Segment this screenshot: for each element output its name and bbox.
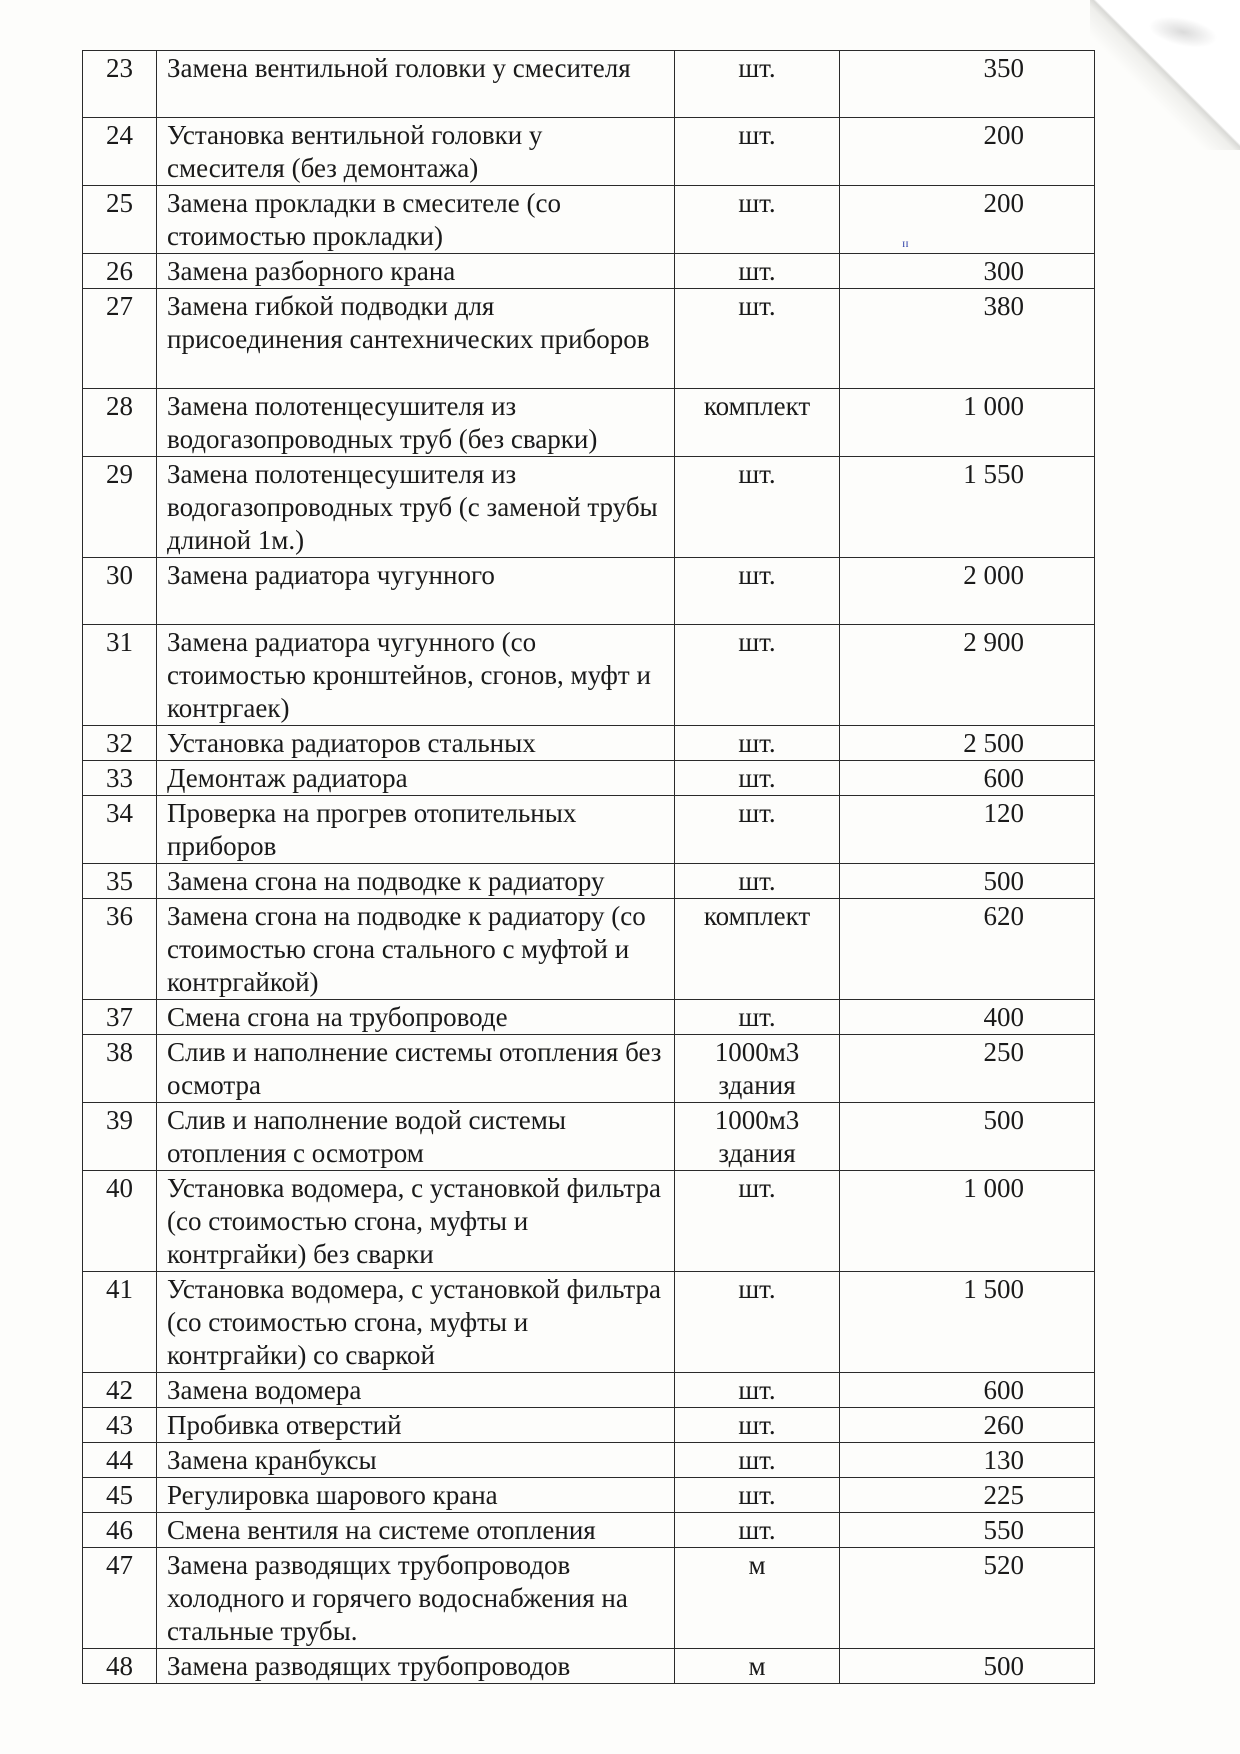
price: 500	[840, 1103, 1095, 1171]
price: 520	[840, 1548, 1095, 1649]
table-row	[83, 1649, 1095, 1684]
table-row	[83, 51, 1095, 118]
row-number: 40	[83, 1171, 157, 1272]
service-name: Слив и наполнение водой системы отопления с осмотром	[157, 1103, 675, 1171]
table-row	[83, 1103, 1095, 1171]
service-name: Замена разборного крана	[157, 254, 675, 289]
service-name: Замена радиатора чугунного (со стоимостью кронштейнов, сгонов, муфт и контргаек)	[157, 625, 675, 726]
service-name: Замена водомера	[157, 1373, 675, 1408]
unit-of-measure: комплект	[675, 389, 840, 457]
price: 350	[840, 51, 1095, 118]
table-row	[83, 1478, 1095, 1513]
row-number: 42	[83, 1373, 157, 1408]
unit-of-measure: 1000м3 здания	[675, 1103, 840, 1171]
service-name: Замена сгона на подводке к радиатору	[157, 864, 675, 899]
price: 600	[840, 761, 1095, 796]
ink-speck: ɪɪ	[902, 236, 909, 250]
unit-of-measure: шт.	[675, 1443, 840, 1478]
unit-of-measure: шт.	[675, 457, 840, 558]
row-number: 35	[83, 864, 157, 899]
service-name: Установка водомера, с установкой фильтра (со стоимостью сгона, муфты и контргайки) без сварки	[157, 1171, 675, 1272]
service-name: Установка радиаторов стальных	[157, 726, 675, 761]
price: 400	[840, 1000, 1095, 1035]
unit-of-measure: шт.	[675, 625, 840, 726]
unit-of-measure: шт.	[675, 1478, 840, 1513]
row-number: 31	[83, 625, 157, 726]
price-list-body	[83, 51, 1095, 1684]
table-row	[83, 389, 1095, 457]
table-row	[83, 1272, 1095, 1373]
row-number: 33	[83, 761, 157, 796]
row-number: 47	[83, 1548, 157, 1649]
price: 130	[840, 1443, 1095, 1478]
table-row	[83, 186, 1095, 254]
row-number: 32	[83, 726, 157, 761]
price-list-table	[82, 50, 1095, 1684]
service-name: Регулировка шарового крана	[157, 1478, 675, 1513]
table-row	[83, 625, 1095, 726]
service-name: Установка водомера, с установкой фильтра (со стоимостью сгона, муфты и контргайки) со сваркой	[157, 1272, 675, 1373]
table-row	[83, 254, 1095, 289]
price: 550	[840, 1513, 1095, 1548]
row-number: 38	[83, 1035, 157, 1103]
unit-of-measure: шт.	[675, 186, 840, 254]
service-name: Замена кранбуксы	[157, 1443, 675, 1478]
table-row	[83, 761, 1095, 796]
unit-of-measure: комплект	[675, 899, 840, 1000]
row-number: 24	[83, 118, 157, 186]
price: 2 900	[840, 625, 1095, 726]
folded-page-corner	[1090, 0, 1240, 150]
unit-of-measure: шт.	[675, 864, 840, 899]
unit-of-measure: шт.	[675, 558, 840, 625]
price: 1 550	[840, 457, 1095, 558]
service-name: Замена сгона на подводке к радиатору (со стоимостью сгона стального с муфтой и контргайкой)	[157, 899, 675, 1000]
unit-of-measure: шт.	[675, 289, 840, 389]
service-name: Смена сгона на трубопроводе	[157, 1000, 675, 1035]
unit-of-measure: шт.	[675, 1272, 840, 1373]
row-number: 36	[83, 899, 157, 1000]
table-row	[83, 899, 1095, 1000]
table-row	[83, 1373, 1095, 1408]
price: 225	[840, 1478, 1095, 1513]
price: 250	[840, 1035, 1095, 1103]
table-row	[83, 289, 1095, 389]
unit-of-measure: шт.	[675, 1408, 840, 1443]
row-number: 28	[83, 389, 157, 457]
price: 600	[840, 1373, 1095, 1408]
unit-of-measure: шт.	[675, 1373, 840, 1408]
price: 200	[840, 186, 1095, 254]
price: 2 000	[840, 558, 1095, 625]
table-row	[83, 457, 1095, 558]
service-name: Замена гибкой подводки для присоединения сантехнических приборов	[157, 289, 675, 389]
service-name: Демонтаж радиатора	[157, 761, 675, 796]
price: 380	[840, 289, 1095, 389]
row-number: 27	[83, 289, 157, 389]
price: 300	[840, 254, 1095, 289]
price: 500	[840, 1649, 1095, 1684]
price: 1 000	[840, 389, 1095, 457]
unit-of-measure: шт.	[675, 1171, 840, 1272]
row-number: 37	[83, 1000, 157, 1035]
table-row	[83, 726, 1095, 761]
service-name: Замена разводящих трубопроводов	[157, 1649, 675, 1684]
service-name: Замена разводящих трубопроводов холодного и горячего водоснабжения на стальные трубы.	[157, 1548, 675, 1649]
row-number: 25	[83, 186, 157, 254]
price: 120	[840, 796, 1095, 864]
unit-of-measure: 1000м3 здания	[675, 1035, 840, 1103]
row-number: 29	[83, 457, 157, 558]
table-row	[83, 118, 1095, 186]
service-name: Замена полотенцесушителя из водогазопроводных труб (без сварки)	[157, 389, 675, 457]
service-name: Замена полотенцесушителя из водогазопроводных труб (с заменой трубы длиной 1м.)	[157, 457, 675, 558]
row-number: 34	[83, 796, 157, 864]
unit-of-measure: м	[675, 1548, 840, 1649]
service-name: Замена вентильной головки у смесителя	[157, 51, 675, 118]
row-number: 43	[83, 1408, 157, 1443]
service-name: Слив и наполнение системы отопления без осмотра	[157, 1035, 675, 1103]
row-number: 46	[83, 1513, 157, 1548]
row-number: 39	[83, 1103, 157, 1171]
unit-of-measure: шт.	[675, 118, 840, 186]
unit-of-measure: шт.	[675, 1513, 840, 1548]
row-number: 48	[83, 1649, 157, 1684]
price: 1 500	[840, 1272, 1095, 1373]
row-number: 23	[83, 51, 157, 118]
price: 260	[840, 1408, 1095, 1443]
price: 620	[840, 899, 1095, 1000]
price: 1 000	[840, 1171, 1095, 1272]
table-row	[83, 1035, 1095, 1103]
table-row	[83, 1408, 1095, 1443]
table-row	[83, 1171, 1095, 1272]
table-row	[83, 1443, 1095, 1478]
table-row	[83, 1513, 1095, 1548]
row-number: 45	[83, 1478, 157, 1513]
unit-of-measure: шт.	[675, 726, 840, 761]
service-name: Смена вентиля на системе отопления	[157, 1513, 675, 1548]
unit-of-measure: шт.	[675, 51, 840, 118]
row-number: 41	[83, 1272, 157, 1373]
row-number: 44	[83, 1443, 157, 1478]
table-row	[83, 1000, 1095, 1035]
row-number: 26	[83, 254, 157, 289]
price: 200	[840, 118, 1095, 186]
table-row	[83, 558, 1095, 625]
table-row	[83, 1548, 1095, 1649]
service-name: Замена радиатора чугунного	[157, 558, 675, 625]
table-row	[83, 796, 1095, 864]
unit-of-measure: шт.	[675, 796, 840, 864]
table-row	[83, 864, 1095, 899]
service-name: Установка вентильной головки у смесителя (без демонтажа)	[157, 118, 675, 186]
unit-of-measure: шт.	[675, 761, 840, 796]
unit-of-measure: шт.	[675, 254, 840, 289]
price: 2 500	[840, 726, 1095, 761]
unit-of-measure: м	[675, 1649, 840, 1684]
service-name: Пробивка отверстий	[157, 1408, 675, 1443]
row-number: 30	[83, 558, 157, 625]
unit-of-measure: шт.	[675, 1000, 840, 1035]
price: 500	[840, 864, 1095, 899]
service-name: Проверка на прогрев отопительных приборов	[157, 796, 675, 864]
service-name: Замена прокладки в смесителе (со стоимостью прокладки)	[157, 186, 675, 254]
